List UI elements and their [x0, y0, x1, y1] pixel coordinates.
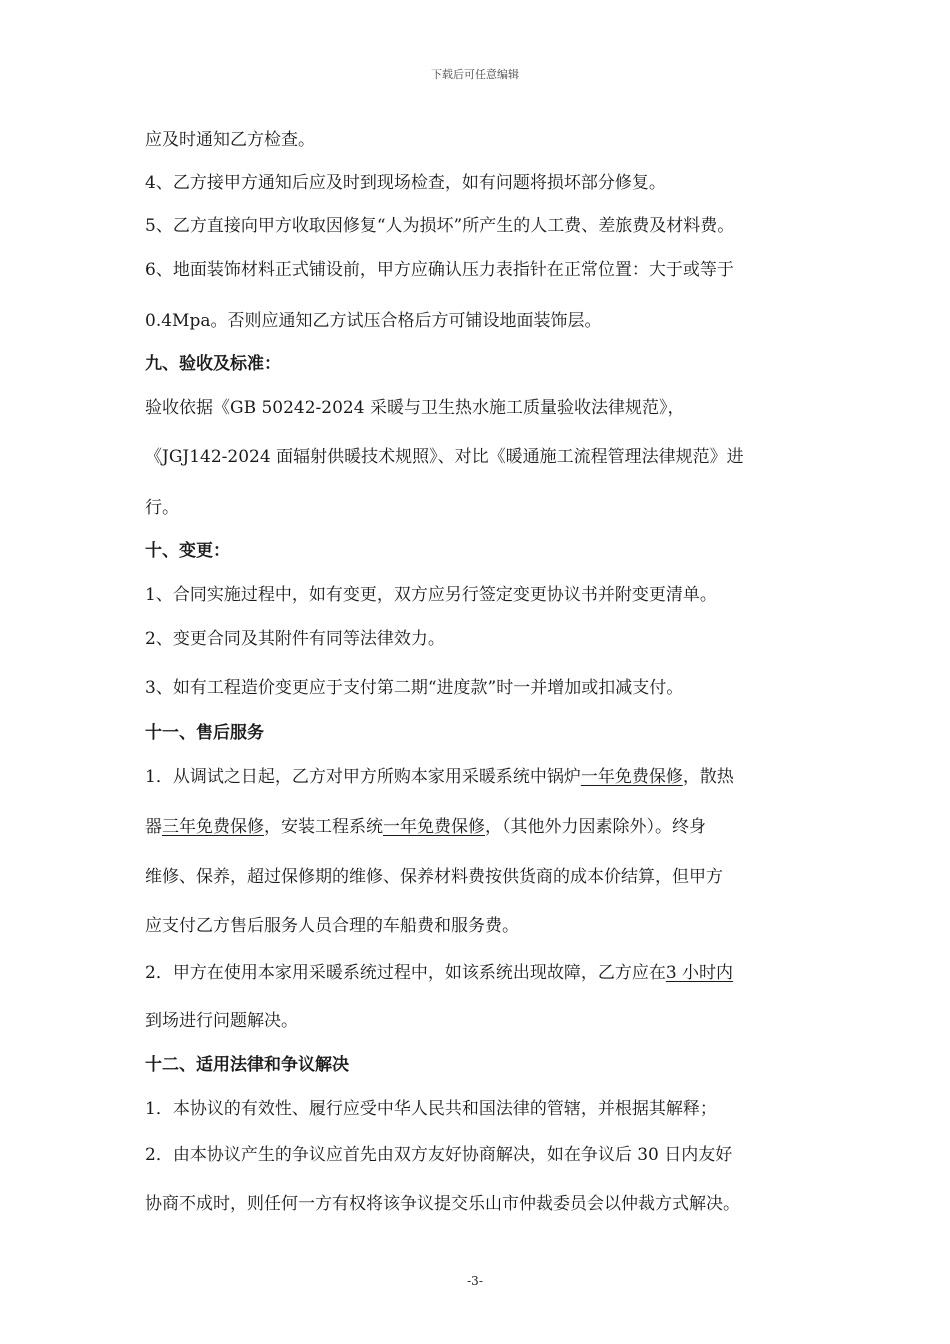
section-heading: 九、验收及标准：: [145, 354, 281, 374]
section-heading: 十、变更：: [145, 541, 230, 561]
paragraph-line: 应及时通知乙方检查。: [145, 130, 315, 150]
paragraph-line: 2、变更合同及其附件有同等法律效力。: [145, 629, 445, 649]
paragraph-line: 验收依据《GB 50242-2024 采暖与卫生热水施工质量验收法律规范》，: [145, 398, 685, 418]
underlined-term: 三年免费保修: [162, 817, 264, 837]
paragraph-line: 3、如有工程造价变更应于支付第二期“进度款”时一并增加或扣减支付。: [145, 678, 684, 698]
paragraph-line: 4、乙方接甲方通知后应及时到现场检查，如有问题将损坏部分修复。: [145, 173, 666, 193]
text-span: ，散热: [682, 767, 734, 787]
paragraph-line: [145, 816, 706, 838]
text-span: 1．从调试之日起，乙方对甲方所购本家用采暖系统中锅炉: [145, 767, 581, 787]
paragraph-line: 5、乙方直接向甲方收取因修复“人为损坏”所产生的人工费、差旅费及材料费。: [145, 216, 735, 236]
paragraph-line: 《JGJ142-2024 面辐射供暖技术规照》、对比《暖通施工流程管理法律规范》进: [145, 447, 744, 467]
text-span: 2．甲方在使用本家用采暖系统过程中，如该系统出现故障，乙方应在: [145, 963, 666, 983]
paragraph-line: [145, 962, 733, 984]
underlined-term: 一年免费保修: [383, 817, 485, 837]
paragraph-line: 到场进行问题解决。: [145, 1011, 298, 1031]
text-span: ，安装工程系统: [264, 817, 383, 837]
paragraph-line: 1、合同实施过程中，如有变更，双方应另行签定变更协议书并附变更清单。: [145, 585, 717, 605]
paragraph-line: 2．由本协议产生的争议应首先由双方友好协商解决，如在争议后 30 日内友好: [145, 1145, 733, 1165]
underlined-term: 3 小时内: [665, 963, 734, 983]
paragraph-line: 0.4Mpa。否则应通知乙方试压合格后方可铺设地面装饰层。: [145, 311, 602, 331]
paragraph-line: 行。: [145, 498, 179, 518]
underlined-term: 一年免费保修: [580, 767, 683, 787]
page-number: -3-: [467, 1274, 483, 1288]
paragraph-line: 1．本协议的有效性、履行应受中华人民共和国法律的管辖，并根据其解释；: [145, 1099, 717, 1119]
text-span: 器: [145, 817, 162, 837]
paragraph-line: 维修、保养，超过保修期的维修、保养材料费按供货商的成本价结算，但甲方: [145, 867, 723, 887]
paragraph-line: [145, 766, 734, 788]
paragraph-line: 协商不成时，则任何一方有权将该争议提交乐山市仲裁委员会以仲裁方式解决。: [145, 1194, 740, 1214]
page-header: 下载后可任意编辑: [431, 68, 519, 81]
section-heading: 十一、售后服务: [145, 723, 264, 743]
section-heading: 十二、适用法律和争议解决: [145, 1055, 349, 1075]
paragraph-line: 6、地面装饰材料正式铺设前，甲方应确认压力表指针在正常位置：大于或等于: [145, 260, 734, 280]
paragraph-line: 应支付乙方售后服务人员合理的车船费和服务费。: [145, 916, 519, 936]
text-span: ，（其他外力因素除外）。终身: [485, 817, 706, 837]
